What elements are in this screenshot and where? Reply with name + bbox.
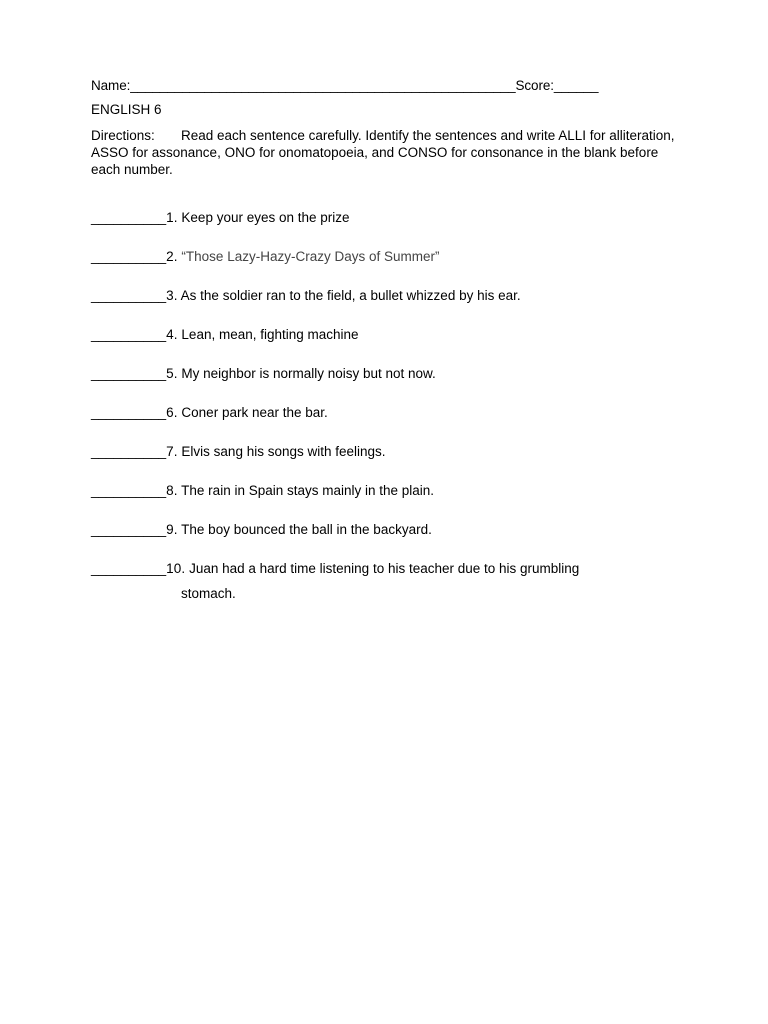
list-item: [91, 366, 711, 405]
item-text: My neighbor is normally noisy but not now.: [181, 366, 436, 381]
name-label: Name:: [91, 78, 131, 93]
directions-text: Read each sentence carefully. Identify the sentences and write ALLI for alliteration, ASSO for assonance, ONO for onomatopoeia, and CONSO for consonance in the blank before each number.: [91, 128, 675, 177]
answer-blank: __________: [91, 522, 167, 537]
answer-blank: __________: [91, 405, 167, 420]
name-score-line: [91, 78, 598, 93]
item-text: The boy bounced the ball in the backyard.: [181, 522, 432, 537]
question-list: [91, 210, 711, 601]
item-text: The rain in Spain stays mainly in the plain.: [181, 483, 435, 498]
item-text: Coner park near the bar.: [181, 405, 328, 420]
answer-blank: __________: [91, 327, 167, 342]
item-number: 10.: [166, 561, 186, 576]
item-number: 9.: [166, 522, 178, 537]
item-text: “Those Lazy-Hazy-Crazy Days of Summer”: [181, 249, 440, 264]
list-item: [91, 249, 711, 288]
item-text: Elvis sang his songs with feelings.: [181, 444, 386, 459]
item-number: 6.: [166, 405, 178, 420]
answer-blank: __________: [91, 561, 167, 576]
list-item: [91, 444, 711, 483]
name-blank: ____________________________________________________: [130, 78, 516, 93]
answer-blank: __________: [91, 210, 167, 225]
answer-blank: __________: [91, 249, 167, 264]
item-number: 8.: [166, 483, 178, 498]
list-item: [91, 288, 711, 327]
directions: [91, 127, 691, 178]
answer-blank: __________: [91, 288, 167, 303]
answer-blank: __________: [91, 444, 167, 459]
list-item: [91, 405, 711, 444]
item-number: 3.: [166, 288, 178, 303]
item-number: 4.: [166, 327, 178, 342]
item-number: 1.: [166, 210, 178, 225]
score-label: Score:: [515, 78, 554, 93]
list-item: [91, 210, 711, 249]
answer-blank: __________: [91, 483, 167, 498]
item-number: 7.: [166, 444, 178, 459]
list-item: [91, 327, 711, 366]
subject-heading: ENGLISH 6: [91, 102, 162, 117]
list-item: [91, 483, 711, 522]
item-text: Lean, mean, fighting machine: [181, 327, 359, 342]
item-number: 2.: [166, 249, 178, 264]
directions-label: Directions:: [91, 128, 155, 143]
score-blank: ______: [553, 78, 599, 93]
item-text: Juan had a hard time listening to his teacher due to his grumbling: [189, 561, 580, 576]
item-text: Keep your eyes on the prize: [181, 210, 350, 225]
list-item: [91, 522, 711, 561]
item-text: As the soldier ran to the field, a bullet whizzed by his ear.: [180, 288, 521, 303]
item-number: 5.: [166, 366, 178, 381]
item-continuation: stomach.: [181, 586, 236, 601]
answer-blank: __________: [91, 366, 167, 381]
